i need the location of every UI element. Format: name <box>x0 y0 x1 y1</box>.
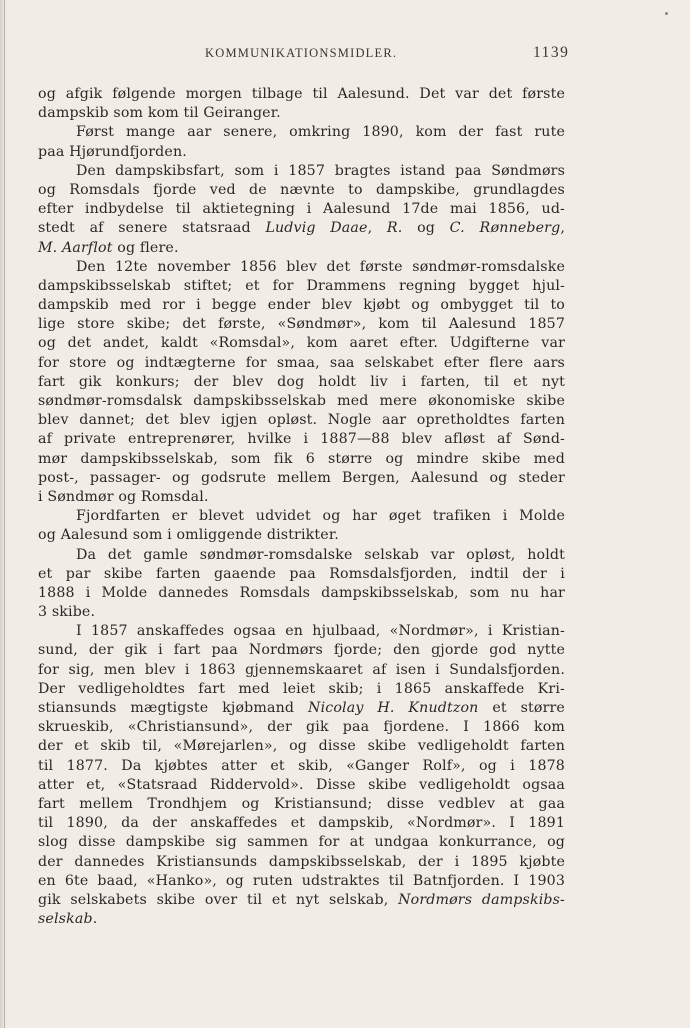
text-line <box>38 699 565 718</box>
text-line: søndmør-romsdalsk dampskibsselskab med mere økonomiske skibe <box>38 393 565 409</box>
italic-name: Nordmørs dampskibs- <box>398 891 566 908</box>
text-line: 3 skibe. <box>38 604 96 621</box>
corner-dot-mark <box>665 12 668 15</box>
text-line: Den 12te november 1856 blev det første søndmør-romsdalske <box>76 258 565 275</box>
text-line <box>38 891 565 910</box>
text-line: blev dannet; det blev igjen opløst. Nogle aar opretholdtes farten <box>38 412 565 429</box>
text-line: paa Hjørundfjorden. <box>38 143 187 160</box>
text-line: og afgik følgende morgen tilbage til Aalesund. Det var det første <box>38 86 565 102</box>
text-line: Den dampskibsfart, som i 1857 bragtes istand paa Søndmørs <box>76 162 565 179</box>
text-line: mør dampskibsselskab, som fik 6 større og mindre skibe med <box>38 450 565 467</box>
text-line: af private entreprenører, hvilke i 1887—88 blev afløst af Sønd- <box>38 431 565 448</box>
text-line: stedt af senere statsraad Ludvig Daae, R. og C. Rønneberg, <box>38 220 566 237</box>
text-line: lige store skibe; det første, «Søndmør», kom til Aalesund 1857 <box>38 316 565 333</box>
text-line: i Søndmør og Romsdal. <box>38 488 209 505</box>
italic-name: M. Aarflot <box>38 239 113 256</box>
text-line: fart mellem Trondhjem og Kristiansund; disse vedblev at gaa <box>38 795 565 812</box>
text-line: atter et, «Statsraad Riddervold». Disse skibe vedligeholdt ogsaa <box>38 776 565 793</box>
text-line: for sig, men blev i 1863 gjennemskaaret af isen i Sundalsfjorden. <box>38 661 565 678</box>
text-line: og Romsdals fjorde ved de nævnte to dampskibe, grundlagdes <box>38 181 565 198</box>
text-line: Fjordfarten er blevet udvidet og har øget trafiken i Molde <box>76 508 565 525</box>
text-line: og Aalesund som i omliggende distrikter. <box>38 527 339 544</box>
text-line: Da det gamle søndmør-romsdalske selskab var opløst, holdt <box>76 546 565 563</box>
text-line: I 1857 anskaffedes ogsaa en hjulbaad, «Nordmør», i Kristian- <box>76 623 565 640</box>
text-line: til 1890, da der anskaffedes et dampskib, «Nordmør». I 1891 <box>38 815 565 832</box>
text-span: et større <box>492 700 565 716</box>
text-line: sund, der gik i fart paa Nordmørs fjorde; den gjorde god nytte <box>38 642 565 659</box>
text-line: dampskibsselskab stiftet; et for Drammens regning bygget hjul- <box>38 277 565 294</box>
text-line: fart gik konkurs; der blev dog holdt liv i farten, til et nyt <box>38 373 565 390</box>
text-line <box>38 239 565 258</box>
text-line: Først mange aar senere, omkring 1890, kom der fast rute <box>76 124 565 141</box>
text-line: slog disse dampskibe sig sammen for at undgaa konkurrance, og <box>38 834 565 851</box>
text-line: et par skibe farten gaaende paa Romsdalsfjorden, indtil der i <box>38 565 565 582</box>
text-line: 1888 i Molde dannedes Romsdals dampskibsselskab, som nu har <box>38 584 565 601</box>
page-binding-line <box>4 0 5 1028</box>
page-number: 1139 <box>533 44 570 61</box>
running-header <box>0 46 690 66</box>
text-line: og det andet, kaldt «Romsdal», kom aaret efter. Udgifterne var <box>38 335 565 352</box>
text-span: stedt af senere statsraad <box>38 220 251 237</box>
text-line <box>38 910 565 929</box>
text-span: stiansunds mægtigste kjøbmand <box>38 700 295 716</box>
italic-name: R. <box>386 220 403 237</box>
text-line: Der vedligeholdtes fart med leiet skib; i 1865 anskaffede Kri- <box>38 680 565 697</box>
text-line: der dannedes Kristiansunds dampskibsselskab, der i 1895 kjøbte <box>38 853 565 870</box>
text-line: for store og indtægterne for smaa, saa selskabet efter flere aars <box>38 354 565 371</box>
body-text <box>38 85 565 929</box>
text-line: der et skib til, «Mørejarlen», og disse skibe vedligeholdt farten <box>38 738 565 755</box>
text-line: en 6te baad, «Hanko», og ruten udstraktes til Batnfjorden. I 1903 <box>38 872 565 889</box>
text-span: gik selskabets skibe over til et nyt selskab, <box>38 891 389 908</box>
text-span: . <box>92 911 98 928</box>
text-line: skrueskib, «Christiansund», der gik paa fjordene. I 1866 kom <box>38 719 565 736</box>
text-line: dampskib som kom til Geiranger. <box>38 105 281 122</box>
text-line: post-, passager- og godsrute mellem Bergen, Aalesund og steder <box>38 469 565 486</box>
italic-name: Ludvig Daae <box>265 220 368 237</box>
text-line: dampskib med ror i begge ender blev kjøbt og ombygget til to <box>38 297 565 314</box>
text-span: og flere. <box>117 239 179 256</box>
text-line: efter indbydelse til aktietegning i Aalesund 17de mai 1856, ud- <box>38 201 565 218</box>
italic-name: C. Rønneberg <box>449 220 561 237</box>
text-line: til 1877. Da kjøbtes atter et skib, «Ganger Rolf», og i 1878 <box>38 757 565 774</box>
italic-name: Nicolay H. Knudtzon <box>308 700 479 716</box>
running-title: KOMMUNIKATIONSMIDLER. <box>205 46 398 60</box>
italic-name: selskab <box>38 911 93 928</box>
